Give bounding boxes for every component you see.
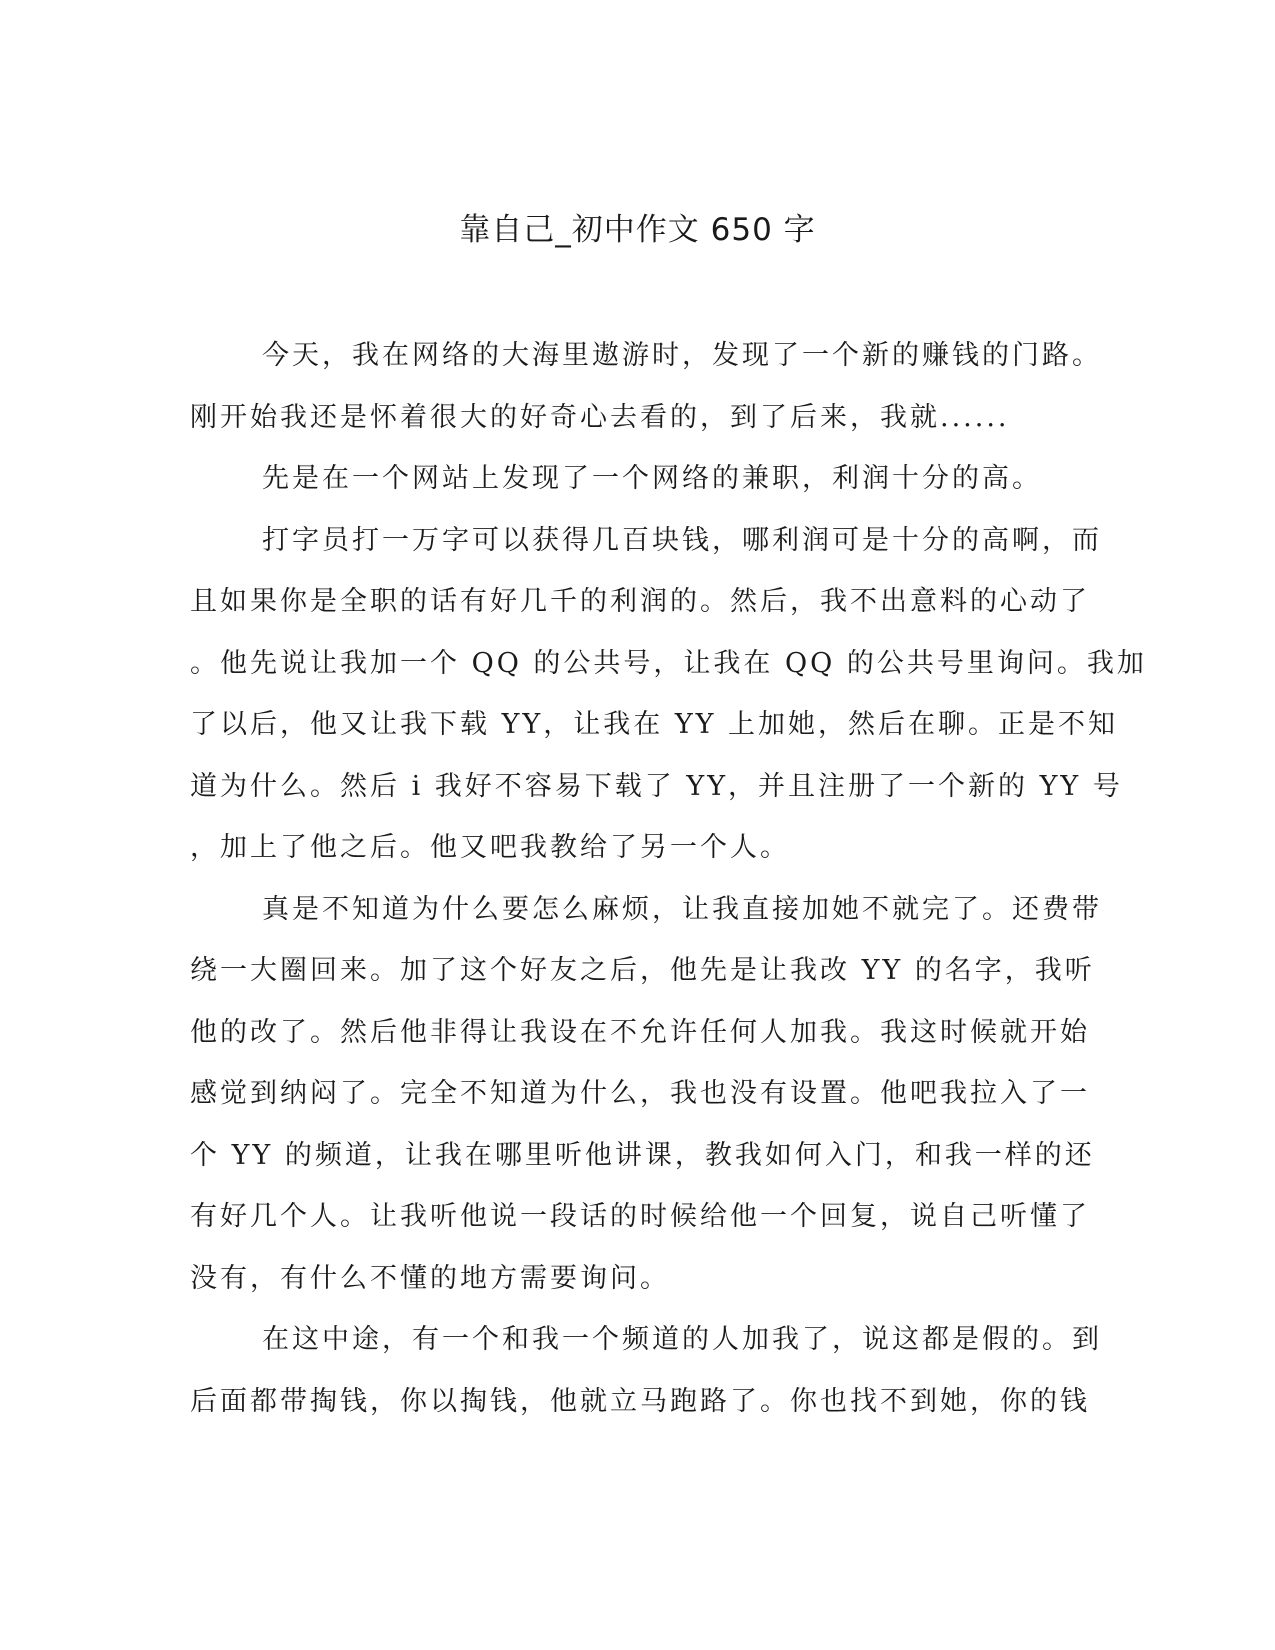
text-line: 个 YY 的频道，让我在哪里听他讲课，教我如何入门，和我一样的还 (190, 1139, 1095, 1171)
text-line: 有好几个人。让我听他说一段话的时候给他一个回复，说自己听懂了 (190, 1201, 1090, 1232)
text-line: 先是在一个网站上发现了一个网络的兼职，利润十分的高。 (262, 463, 1042, 494)
text-line: 没有，有什么不懂的地方需要询问。 (190, 1262, 670, 1294)
text-line: 后面都带掏钱，你以掏钱，他就立马跑路了。你也找不到她，你的钱 (190, 1385, 1090, 1417)
text-line: 道为什么。然后 i 我好不容易下载了 YY，并且注册了一个新的 YY 号 (190, 770, 1123, 802)
text-line: 了以后，他又让我下载 YY，让我在 YY 上加她，然后在聊。正是不知 (190, 709, 1119, 740)
text-line: 。他先说让我加一个 QQ 的公共号，让我在 QQ 的公共号里询问。我加 (190, 647, 1147, 679)
document-title: 靠自己_初中作文 650 字 (459, 212, 816, 248)
paragraph (190, 1309, 1102, 1432)
text-line: 在这中途，有一个和我一个频道的人加我了，说这都是假的。到 (262, 1324, 1102, 1355)
paragraph (190, 510, 1147, 879)
text-line: 感觉到纳闷了。完全不知道为什么，我也没有设置。他吧我拉入了一 (190, 1078, 1090, 1109)
document-body (190, 325, 1147, 1432)
text-line: 他的改了。然后他非得让我设在不允许任何人加我。我这时候就开始 (190, 1016, 1090, 1048)
text-line: 今天，我在网络的大海里遨游时，发现了一个新的赚钱的门路。 (262, 340, 1102, 371)
paragraph (190, 879, 1102, 1310)
text-line: 绕一大圈回来。加了这个好友之后，他先是让我改 YY 的名字，我听 (190, 955, 1095, 986)
text-line: 且如果你是全职的话有好几千的利润的。然后，我不出意料的心动了 (190, 586, 1090, 617)
text-line: 打字员打一万字可以获得几百块钱，哪利润可是十分的高啊，而 (262, 524, 1102, 556)
text-line: 真是不知道为什么要怎么麻烦，让我直接加她不就完了。还费带 (262, 893, 1102, 925)
text-line: ，加上了他之后。他又吧我教给了另一个人。 (190, 832, 790, 863)
text-line: 刚开始我还是怀着很大的好奇心去看的，到了后来，我就...... (190, 401, 1010, 433)
paragraph (190, 448, 1086, 510)
paragraph (190, 325, 1102, 448)
